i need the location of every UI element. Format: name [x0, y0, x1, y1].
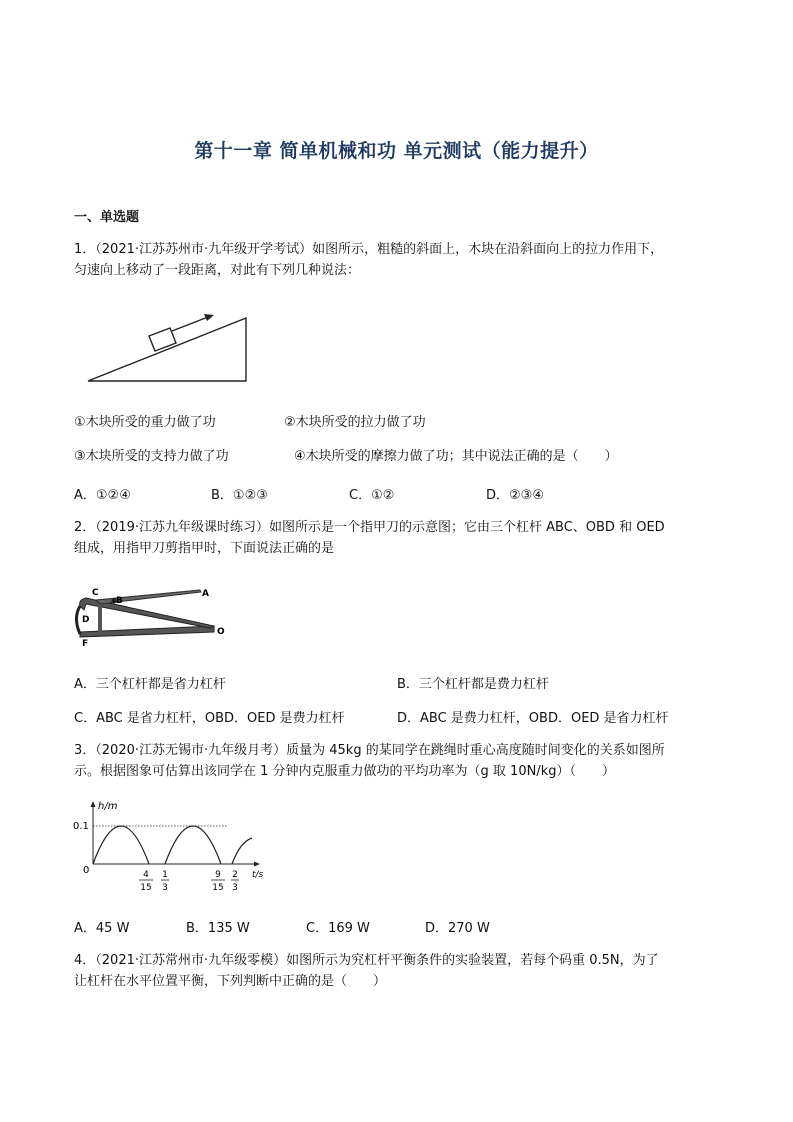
section-heading: 一、单选题	[74, 210, 140, 225]
incline-figure	[80, 312, 255, 388]
q2-option-c[interactable]: C．ABC 是省力杠杆，OBD．OED 是费力杠杆	[74, 711, 345, 726]
pull-arrow-head	[204, 314, 214, 321]
x-tick-9-15	[211, 870, 225, 893]
q2-stem-line2: 组成，用指甲刀剪指甲时，下面说法正确的是	[74, 541, 335, 556]
q4-stem-line1: 4．（2021·江苏常州市·九年级零模）如图所示为究杠杆平衡条件的实验装置，若每个码重 0.5N，为了	[74, 953, 659, 968]
q1-option-b[interactable]: B．①②③	[211, 488, 268, 503]
label-b: B	[116, 596, 123, 606]
svg-text:4: 4	[143, 870, 149, 880]
page-title: 第十一章 简单机械和功 单元测试（能力提升）	[194, 140, 599, 162]
incline-triangle	[88, 318, 246, 381]
q4-stem-line2: 让杠杆在水平位置平衡，下列判断中正确的是（ ）	[74, 974, 387, 989]
x-tick-4-15	[139, 870, 153, 893]
q1-statement-3: ③木块所受的支持力做了功	[74, 449, 229, 464]
q3-option-d[interactable]: D．270 W	[425, 921, 490, 936]
origin-label: 0	[83, 865, 90, 876]
q2-stem-line1: 2．（2019·江苏九年级课时练习）如图所示是一个指甲刀的示意图；它由三个杠杆 ABC、OBD 和 OED	[74, 520, 665, 535]
pull-arrow-line	[172, 317, 208, 331]
q1-option-c[interactable]: C．①②	[349, 488, 395, 503]
q3-option-c[interactable]: C．169 W	[306, 921, 370, 936]
label-f: F	[82, 639, 89, 649]
svg-text:9: 9	[215, 870, 221, 880]
jump-arc-1	[93, 826, 149, 864]
q1-stem-line2: 匀速向上移动了一段距离，对此有下列几种说法：	[74, 263, 361, 278]
q1-statement-2: ②木块所受的拉力做了功	[284, 415, 426, 430]
q1-statement-1: ①木块所受的重力做了功	[74, 415, 216, 430]
q3-stem-line2: 示。根据图象可估算出该同学在 1 分钟内克服重力做功的平均功率为（g 取 10N/kg）（ ）	[74, 764, 615, 779]
nail-clipper-figure	[74, 582, 234, 652]
label-d: D	[82, 615, 90, 625]
label-o: O	[217, 627, 225, 637]
q3-option-b[interactable]: B．135 W	[186, 921, 250, 936]
label-a: A	[202, 589, 209, 599]
q2-option-a[interactable]: A．三个杠杆都是省力杠杆	[74, 677, 226, 692]
y-tick-label: 0.1	[73, 821, 89, 832]
svg-text:3: 3	[162, 883, 168, 893]
q3-stem-line1: 3．（2020·江苏无锡市·九年级月考）质量为 45kg 的某同学在跳绳时重心高度随时间变化的关系如图所	[74, 743, 665, 758]
y-axis-label: h/m	[98, 801, 118, 812]
label-c: C	[92, 588, 99, 598]
q1-option-d[interactable]: D．②③④	[486, 488, 544, 503]
x-tick-2-3	[231, 870, 239, 893]
height-time-graph	[72, 798, 264, 898]
svg-text:3: 3	[232, 883, 238, 893]
q2-option-b[interactable]: B．三个杠杆都是费力杠杆	[397, 677, 549, 692]
jump-arc-2	[165, 826, 221, 864]
q1-stem-line1: 1．（2021·江苏苏州市·九年级开学考试）如图所示，粗糙的斜面上，木块在沿斜面向上的拉力作用下，	[74, 242, 664, 257]
svg-text:2: 2	[232, 870, 238, 880]
x-axis-label: t/s	[252, 870, 264, 880]
svg-text:1: 1	[162, 870, 168, 880]
pin-rod	[98, 604, 102, 634]
q2-option-d[interactable]: D．ABC 是费力杠杆，OBD．OED 是省力杠杆	[397, 711, 669, 726]
jump-arc-3	[232, 838, 252, 864]
svg-text:15: 15	[212, 883, 224, 893]
q3-option-a[interactable]: A．45 W	[74, 921, 130, 936]
front-curl	[77, 606, 81, 634]
x-tick-1-3	[161, 870, 169, 893]
svg-text:15: 15	[140, 883, 152, 893]
q1-statement-4: ④木块所受的摩擦力做了功；其中说法正确的是（ ）	[294, 449, 618, 464]
q1-option-a[interactable]: A．①②④	[74, 488, 131, 503]
